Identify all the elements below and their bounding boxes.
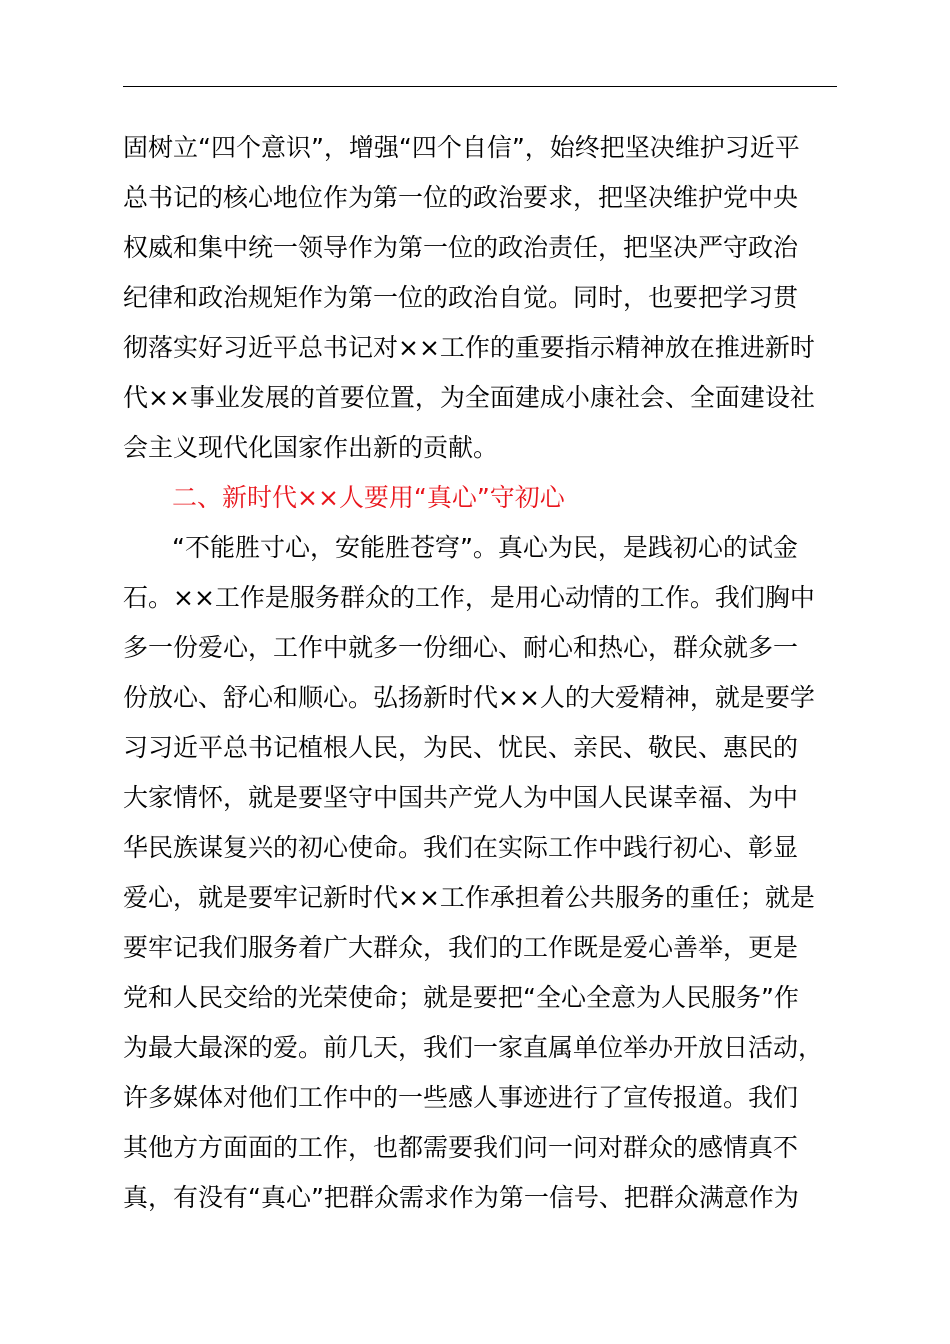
body-text-line: 党和人民交给的光荣使命；就是要把“全心全意为人民服务”作 (123, 983, 799, 1012)
body-text-line: 习习近平总书记植根人民，为民、忧民、亲民、敬民、惠民的 (123, 733, 799, 762)
body-text-line: 总书记的核心地位作为第一位的政治要求，把坚决维护党中央 (123, 183, 799, 212)
paragraph-first-line: “不能胜寸心，安能胜苍穹”。真心为民，是践初心的试金 (172, 533, 798, 562)
body-text-line: 会主义现代化国家作出新的贡献。 (123, 433, 499, 462)
body-text-line: 代××事业发展的首要位置，为全面建成小康社会、全面建设社 (123, 383, 815, 412)
header-rule (123, 86, 837, 87)
body-text-line: 纪律和政治规矩作为第一位的政治自觉。同时，也要把学习贯 (123, 283, 799, 312)
body-text-line: 份放心、舒心和顺心。弘扬新时代××人的大爱精神，就是要学 (123, 683, 815, 712)
body-text-line: 权威和集中统一领导作为第一位的政治责任，把坚决严守政治 (123, 233, 799, 262)
body-text-line: 爱心，就是要牢记新时代××工作承担着公共服务的重任；就是 (123, 883, 815, 912)
body-text-line: 要牢记我们服务着广大群众，我们的工作既是爱心善举，更是 (123, 933, 799, 962)
body-text-line: 多一份爱心，工作中就多一份细心、耐心和热心，群众就多一 (123, 633, 799, 662)
body-text-line: 真，有没有“真心”把群众需求作为第一信号、把群众满意作为 (123, 1183, 799, 1212)
body-text-line: 为最大最深的爱。前几天，我们一家直属单位举办开放日活动， (123, 1033, 824, 1062)
body-text-line: 华民族谋复兴的初心使命。我们在实际工作中践行初心、彰显 (123, 833, 799, 862)
body-text-line: 许多媒体对他们工作中的一些感人事迹进行了宣传报道。我们 (123, 1083, 799, 1112)
body-text-line: 其他方方面面的工作，也都需要我们问一问对群众的感情真不 (123, 1133, 799, 1162)
body-text-line: 大家情怀，就是要坚守中国共产党人为中国人民谋幸福、为中 (123, 783, 799, 812)
section-heading: 二、新时代××人要用“真心”守初心 (172, 483, 565, 512)
body-text-line: 固树立“四个意识”，增强“四个自信”，始终把坚决维护习近平 (123, 133, 800, 162)
body-text-line: 彻落实好习近平总书记对××工作的重要指示精神放在推进新时 (123, 333, 815, 362)
body-text-line: 石。××工作是服务群众的工作，是用心动情的工作。我们胸中 (123, 583, 815, 612)
